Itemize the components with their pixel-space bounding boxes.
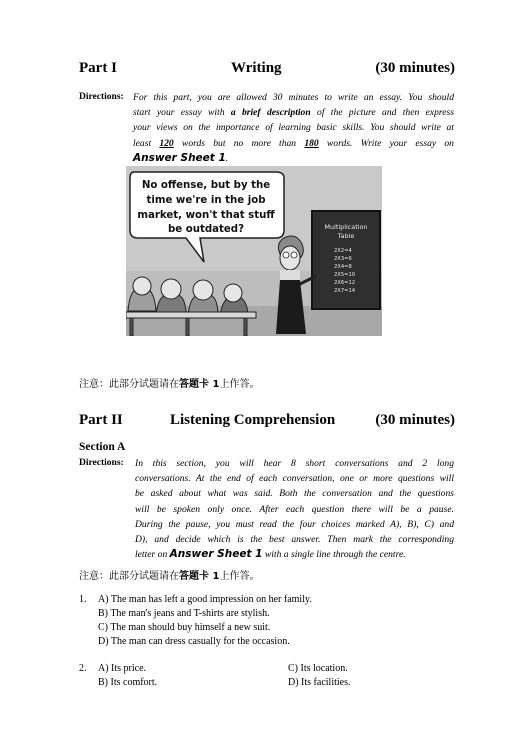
- section-a-heading: Section A: [79, 441, 126, 453]
- svg-text:2X3=6: 2X3=6: [334, 256, 352, 262]
- part1-directions-label: Directions:: [79, 92, 124, 102]
- part2-directions: [135, 456, 454, 562]
- cartoon-image: [126, 166, 382, 336]
- part2-directions-line: D), and decide which is the best answer. Then mark the corresponding: [135, 533, 454, 545]
- question-number: 2.: [79, 663, 87, 674]
- speech-line: be outdated?: [167, 224, 245, 235]
- part1-label: Part I: [79, 60, 117, 76]
- part2-title: Listening Comprehension: [170, 412, 336, 428]
- question-number: 1.: [79, 594, 87, 605]
- part1-title: Writing: [231, 60, 282, 76]
- svg-text:2X4=8: 2X4=8: [334, 264, 352, 270]
- part2-label: Part II: [79, 412, 123, 428]
- svg-text:2X7=14: 2X7=14: [334, 288, 356, 294]
- part2-directions-line: letter on Answer Sheet 1 with a single line through the centre.: [135, 548, 406, 561]
- question-choice: A) The man has left a good impression on her family.: [98, 594, 312, 605]
- part2-header: [79, 412, 455, 434]
- part2-directions-line: During the pause, you must read the four choices marked A), B), C) and: [135, 518, 454, 530]
- question-choice: B) The man's jeans and T-shirts are stylish.: [98, 608, 270, 619]
- part2-directions-line: conversations. At the end of each conversation, one or more questions will: [135, 473, 454, 485]
- question-choice: D) Its facilities.: [288, 677, 351, 688]
- part1-header: [79, 60, 455, 82]
- svg-text:Table: Table: [337, 232, 355, 240]
- question-choice: C) The man should buy himself a new suit.: [98, 622, 271, 633]
- svg-text:2X5=10: 2X5=10: [334, 272, 356, 278]
- question-choice: A) Its price.: [98, 663, 147, 674]
- part1-directions-line: least 120 words but no more than 180 words. Write your essay on: [133, 137, 454, 149]
- part1-directions-line: Answer Sheet 1.: [133, 151, 229, 164]
- question-choice: C) Its location.: [288, 663, 348, 674]
- part1-note: 注意：此部分试题请在答题卡 1上作答。: [79, 379, 260, 390]
- part2-note: 注意：此部分试题请在答题卡 1上作答。: [79, 571, 260, 582]
- part1-time: (30 minutes): [375, 60, 455, 76]
- part2-time: (30 minutes): [375, 412, 455, 428]
- part2-directions-line: will be spoken only once. After each question there will be a pause.: [135, 503, 454, 515]
- speech-line: market, won't that stuff: [137, 210, 275, 221]
- speech-line: time we're in the job: [146, 195, 266, 206]
- question-choice: B) Its comfort.: [98, 677, 158, 688]
- svg-text:2X6=12: 2X6=12: [334, 280, 356, 286]
- question-choice: D) The man can dress casually for the occasion.: [98, 636, 290, 647]
- part1-directions-line: start your essay with a brief description of the picture and then express: [133, 107, 455, 119]
- part2-directions-line: be asked about what was said. Both the conversation and the questions: [135, 488, 454, 500]
- svg-text:2X2=4: 2X2=4: [334, 248, 352, 254]
- speech-line: No offense, but by the: [141, 180, 271, 191]
- part1-directions-line: For this part, you are allowed 30 minutes to write an essay. You should: [133, 92, 454, 103]
- part2-directions-line: In this section, you will hear 8 short conversations and 2 long: [135, 458, 454, 469]
- svg-text:Multiplication: Multiplication: [324, 223, 368, 231]
- part1-directions: [133, 90, 454, 166]
- part2-directions-label: Directions:: [79, 458, 124, 468]
- part1-directions-line: your views on the importance of learning basic skills. You should write at: [133, 122, 454, 134]
